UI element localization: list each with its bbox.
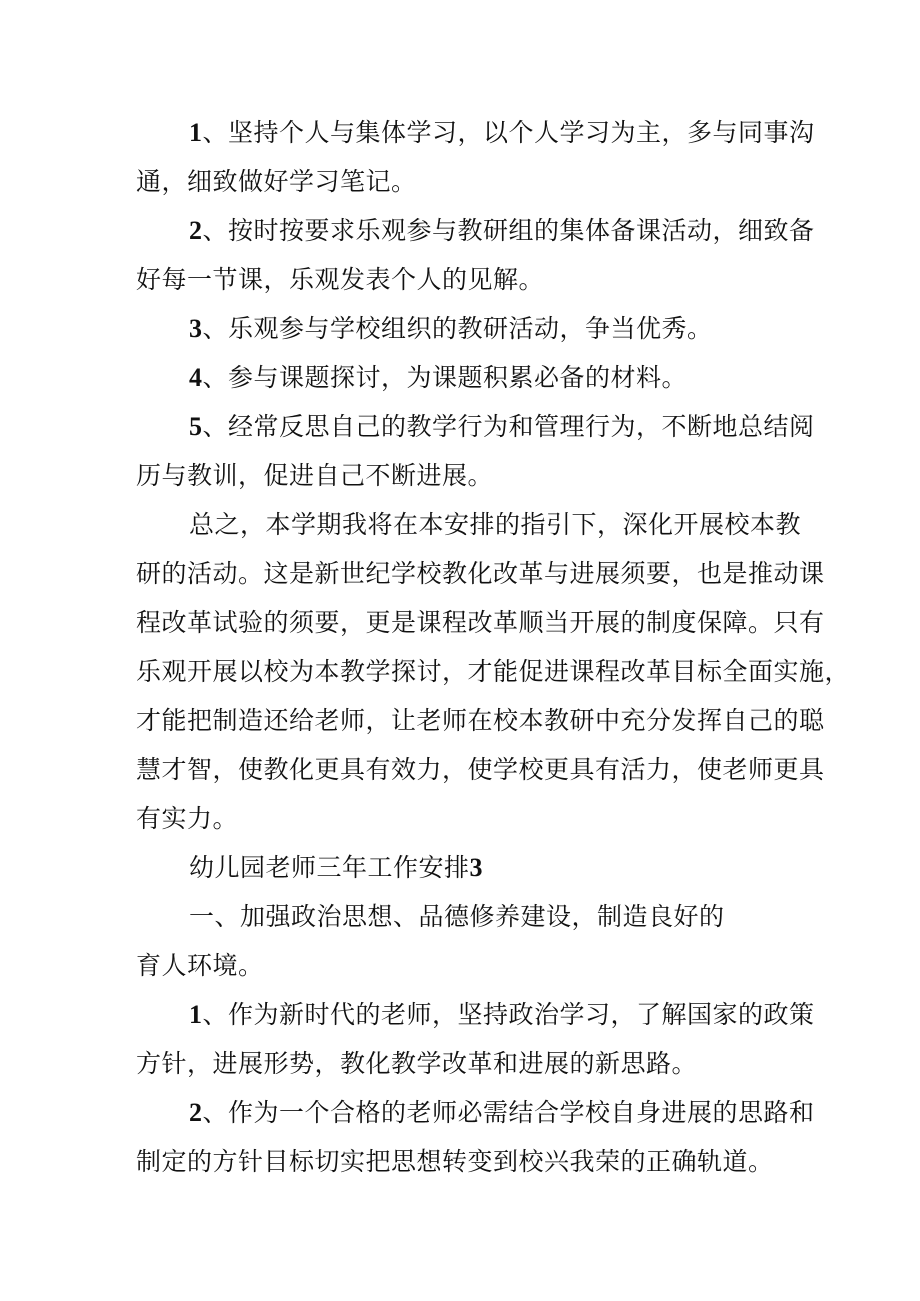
- item-text: 、乐观参与学校组织的教研活动，争当优秀。: [202, 314, 713, 343]
- item-number: 2: [189, 216, 203, 245]
- item-number: 3: [189, 314, 203, 343]
- list-item-2: [189, 216, 815, 246]
- item-text: 、作为一个合格的老师必需结合学校自身进展的思路和: [202, 1098, 815, 1127]
- section-title-number: 3: [469, 853, 484, 882]
- summary-line: 研的活动。这是新世纪学校教化改革与进展须要，也是推动课: [136, 559, 825, 588]
- summary-line: 有实力。: [136, 804, 239, 833]
- section-title-text: 幼儿园老师三年工作安排: [189, 853, 470, 882]
- item-text-continued: 通，细致做好学习笔记。: [136, 167, 417, 196]
- list-item-4: [189, 363, 687, 393]
- summary-line: 乐观开展以校为本教学探讨，才能促进课程改革目标全面实施，: [136, 657, 851, 686]
- item-number: 2: [189, 1098, 203, 1127]
- summary-line: 才能把制造还给老师，让老师在校本教研中充分发挥自己的聪: [136, 706, 825, 735]
- item-text-continued: 方针，进展形势，教化教学改革和进展的新思路。: [136, 1049, 698, 1078]
- item-text-continued: 制定的方针目标切实把思想转变到校兴我荣的正确轨道。: [136, 1147, 774, 1176]
- item-text-continued: 历与教训，促进自己不断进展。: [136, 461, 494, 490]
- item-number: 5: [189, 412, 203, 441]
- item-text-continued: 好每一节课，乐观发表个人的见解。: [136, 265, 545, 294]
- summary-paragraph: 总之，本学期我将在本安排的指引下，深化开展校本教: [189, 510, 802, 539]
- item-number: 1: [189, 1000, 203, 1029]
- item-text: 、参与课题探讨，为课题积累必备的材料。: [202, 363, 688, 392]
- list-item-1: [189, 118, 815, 148]
- summary-line: 程改革试验的须要，更是课程改革顺当开展的制度保障。只有: [136, 608, 825, 637]
- item-text: 、按时按要求乐观参与教研组的集体备课活动，细致备: [202, 216, 815, 245]
- part-one-heading-continued: 育人环境。: [136, 951, 264, 980]
- part-one-heading: 一、加强政治思想、品德修养建设，制造良好的: [189, 902, 725, 931]
- item-text: 、作为新时代的老师，坚持政治学习，了解国家的政策: [202, 1000, 815, 1029]
- section-title: [189, 853, 483, 883]
- list-item-5: [189, 412, 815, 442]
- list-item-2: [189, 1098, 815, 1128]
- item-text: 、坚持个人与集体学习，以个人学习为主，多与同事沟: [202, 118, 815, 147]
- item-text: 、经常反思自己的教学行为和管理行为，不断地总结阅: [202, 412, 815, 441]
- list-item-1: [189, 1000, 815, 1030]
- item-number: 4: [189, 363, 203, 392]
- summary-line: 慧才智，使教化更具有效力，使学校更具有活力，使老师更具: [136, 755, 825, 784]
- list-item-3: [189, 314, 713, 344]
- item-number: 1: [189, 118, 203, 147]
